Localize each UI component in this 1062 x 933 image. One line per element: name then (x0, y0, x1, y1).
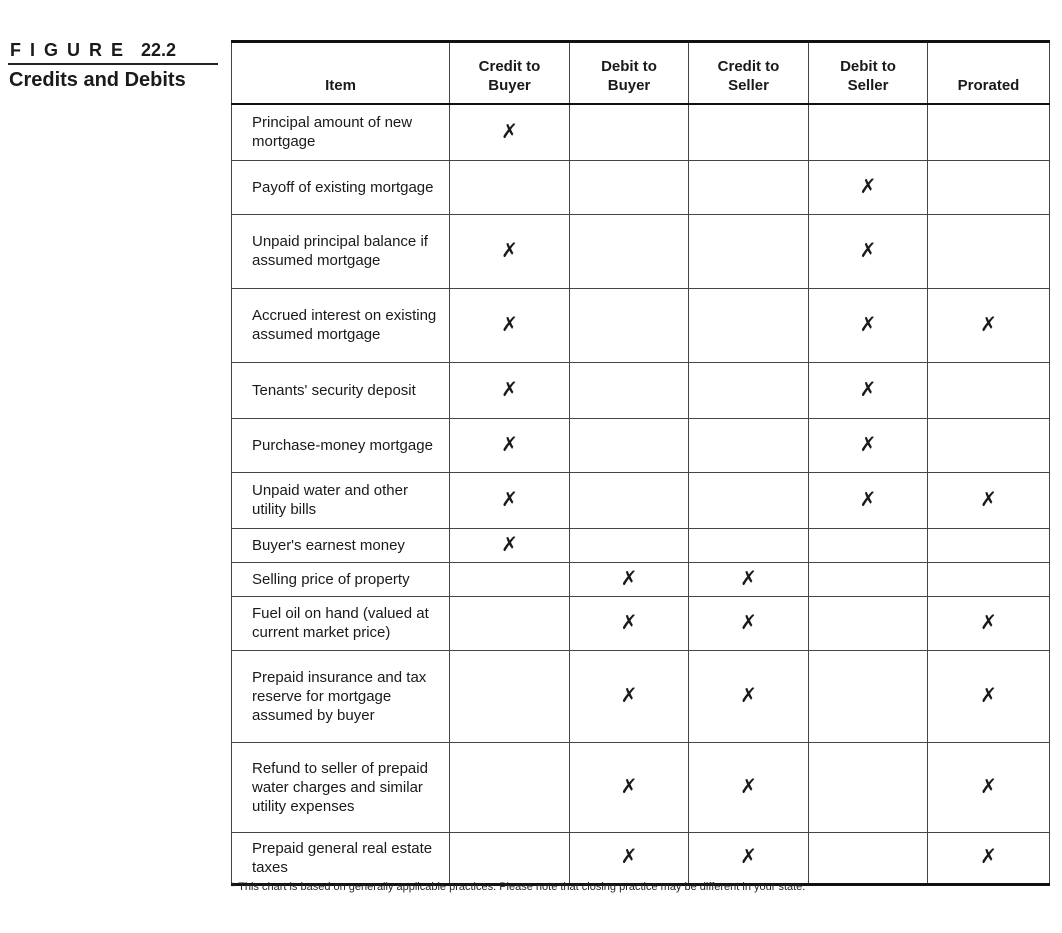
cell-debit-buyer (570, 362, 689, 418)
column-header-line: Debit to (840, 58, 896, 75)
header-row (232, 42, 1050, 105)
cell-credit-seller (689, 362, 809, 418)
cell-debit-seller (809, 596, 928, 650)
column-header-item (232, 42, 450, 105)
cell-credit-buyer (450, 472, 570, 528)
table-row (232, 650, 1050, 742)
cell-debit-buyer (570, 562, 689, 596)
table-row (232, 418, 1050, 472)
column-header-line: Seller (728, 77, 769, 94)
cell-debit-seller (809, 562, 928, 596)
check-mark-icon: ✗ (859, 488, 877, 511)
item-cell: Fuel oil on hand (valued at current market price) (232, 596, 450, 650)
column-header-debit-buyer (570, 42, 689, 105)
cell-debit-seller (809, 742, 928, 832)
table-row (232, 160, 1050, 214)
check-mark-icon: ✗ (501, 488, 518, 511)
table-body (232, 104, 1050, 884)
column-header-line: Credit to (717, 58, 780, 75)
cell-debit-buyer (570, 528, 689, 562)
table-row (232, 472, 1050, 528)
cell-debit-buyer (570, 214, 689, 288)
cell-credit-buyer (450, 288, 570, 362)
cell-credit-seller (689, 104, 809, 160)
table-row (232, 562, 1050, 596)
column-header-line: Seller (847, 77, 889, 94)
check-mark-icon: ✗ (620, 567, 638, 590)
column-header-line: Buyer (607, 77, 651, 94)
column-header-prorated (928, 42, 1050, 105)
credits-debits-table (231, 40, 1050, 886)
cell-debit-seller (809, 362, 928, 418)
check-mark-icon: ✗ (859, 175, 877, 198)
cell-credit-buyer (450, 650, 570, 742)
cell-prorated (928, 832, 1050, 884)
check-mark-icon: ✗ (740, 775, 757, 798)
cell-debit-seller (809, 418, 928, 472)
table-row (232, 742, 1050, 832)
cell-credit-buyer (450, 528, 570, 562)
item-cell: Refund to seller of prepaid water charges and similar utility expenses (232, 742, 450, 832)
column-header-line: Debit to (601, 58, 657, 75)
item-cell: Unpaid water and other utility bills (232, 472, 450, 528)
figure-word: FIGURE (10, 40, 133, 60)
cell-credit-seller (689, 418, 809, 472)
check-mark-icon: ✗ (501, 378, 518, 401)
figure-title: Credits and Debits (9, 69, 186, 91)
cell-prorated (928, 472, 1050, 528)
column-header-credit-buyer (450, 42, 570, 105)
check-mark-icon: ✗ (859, 378, 877, 401)
cell-debit-buyer (570, 160, 689, 214)
cell-credit-buyer (450, 362, 570, 418)
check-mark-icon: ✗ (501, 313, 518, 336)
cell-credit-buyer (450, 214, 570, 288)
item-cell: Buyer's earnest money (232, 528, 450, 562)
item-cell: Payoff of existing mortgage (232, 160, 450, 214)
check-mark-icon: ✗ (859, 433, 877, 456)
check-mark-icon: ✗ (859, 239, 877, 262)
cell-prorated (928, 362, 1050, 418)
check-mark-icon: ✗ (620, 611, 638, 634)
cell-credit-seller (689, 472, 809, 528)
item-cell: Principal amount of new mortgage (232, 104, 450, 160)
cell-debit-seller (809, 160, 928, 214)
cell-prorated (928, 528, 1050, 562)
cell-prorated (928, 288, 1050, 362)
cell-prorated (928, 160, 1050, 214)
cell-debit-seller (809, 528, 928, 562)
cell-credit-buyer (450, 160, 570, 214)
check-mark-icon: ✗ (740, 846, 757, 868)
cell-credit-seller (689, 528, 809, 562)
table-row (232, 596, 1050, 650)
cell-debit-seller (809, 472, 928, 528)
check-mark-icon: ✗ (980, 775, 997, 798)
column-header-line: Item (325, 77, 356, 94)
column-header-line: Prorated (957, 77, 1020, 94)
check-mark-icon: ✗ (980, 846, 997, 868)
cell-prorated (928, 742, 1050, 832)
cell-debit-buyer (570, 596, 689, 650)
check-mark-icon: ✗ (859, 313, 877, 336)
table-row (232, 288, 1050, 362)
cell-credit-seller (689, 160, 809, 214)
cell-credit-buyer (450, 562, 570, 596)
cell-credit-buyer (450, 596, 570, 650)
cell-credit-seller (689, 832, 809, 884)
table-row (232, 214, 1050, 288)
cell-debit-seller (809, 650, 928, 742)
column-header-line: Buyer (488, 77, 531, 94)
cell-credit-seller (689, 742, 809, 832)
check-mark-icon: ✗ (501, 533, 518, 556)
cell-prorated (928, 596, 1050, 650)
check-mark-icon: ✗ (620, 775, 638, 798)
check-mark-icon: ✗ (980, 684, 997, 707)
cell-credit-buyer (450, 104, 570, 160)
item-cell: Accrued interest on existing assumed mortgage (232, 288, 450, 362)
cell-debit-buyer (570, 288, 689, 362)
check-mark-icon: ✗ (501, 433, 518, 456)
cell-prorated (928, 418, 1050, 472)
cell-debit-buyer (570, 418, 689, 472)
cell-credit-seller (689, 214, 809, 288)
check-mark-icon: ✗ (740, 611, 757, 634)
cell-debit-buyer (570, 742, 689, 832)
check-mark-icon: ✗ (740, 684, 757, 707)
cell-credit-seller (689, 650, 809, 742)
column-header-line: Credit to (478, 58, 541, 75)
cell-debit-buyer (570, 472, 689, 528)
footnote: * This chart is based on generally applicable practices. Please note that closing practice may be different in your state. (231, 881, 806, 893)
check-mark-icon: ✗ (740, 567, 757, 590)
cell-prorated (928, 104, 1050, 160)
table-row (232, 104, 1050, 160)
cell-debit-seller (809, 832, 928, 884)
check-mark-icon: ✗ (501, 120, 518, 143)
check-mark-icon: ✗ (980, 313, 997, 336)
figure-label (10, 40, 176, 61)
cell-credit-buyer (450, 832, 570, 884)
check-mark-icon: ✗ (501, 239, 518, 262)
table-row (232, 528, 1050, 562)
cell-debit-seller (809, 214, 928, 288)
check-mark-icon: ✗ (620, 846, 638, 868)
item-cell: Unpaid principal balance if assumed mortgage (232, 214, 450, 288)
check-mark-icon: ✗ (620, 684, 638, 707)
table-row (232, 362, 1050, 418)
item-cell: Prepaid general real estate taxes (232, 832, 450, 884)
cell-credit-seller (689, 596, 809, 650)
check-mark-icon: ✗ (980, 611, 997, 634)
cell-debit-buyer (570, 650, 689, 742)
cell-credit-seller (689, 562, 809, 596)
figure-divider (8, 63, 218, 65)
cell-debit-seller (809, 104, 928, 160)
item-cell: Selling price of property (232, 562, 450, 596)
table-row (232, 832, 1050, 884)
cell-debit-seller (809, 288, 928, 362)
cell-debit-buyer (570, 832, 689, 884)
cell-credit-buyer (450, 742, 570, 832)
figure-number: 22.2 (141, 40, 177, 60)
cell-prorated (928, 214, 1050, 288)
cell-prorated (928, 562, 1050, 596)
item-cell: Purchase-money mortgage (232, 418, 450, 472)
item-cell: Prepaid insurance and tax reserve for mortgage assumed by buyer (232, 650, 450, 742)
column-header-credit-seller (689, 42, 809, 105)
check-mark-icon: ✗ (980, 488, 997, 511)
item-cell: Tenants' security deposit (232, 362, 450, 418)
cell-prorated (928, 650, 1050, 742)
cell-credit-seller (689, 288, 809, 362)
cell-credit-buyer (450, 418, 570, 472)
cell-debit-buyer (570, 104, 689, 160)
column-header-debit-seller (809, 42, 928, 105)
